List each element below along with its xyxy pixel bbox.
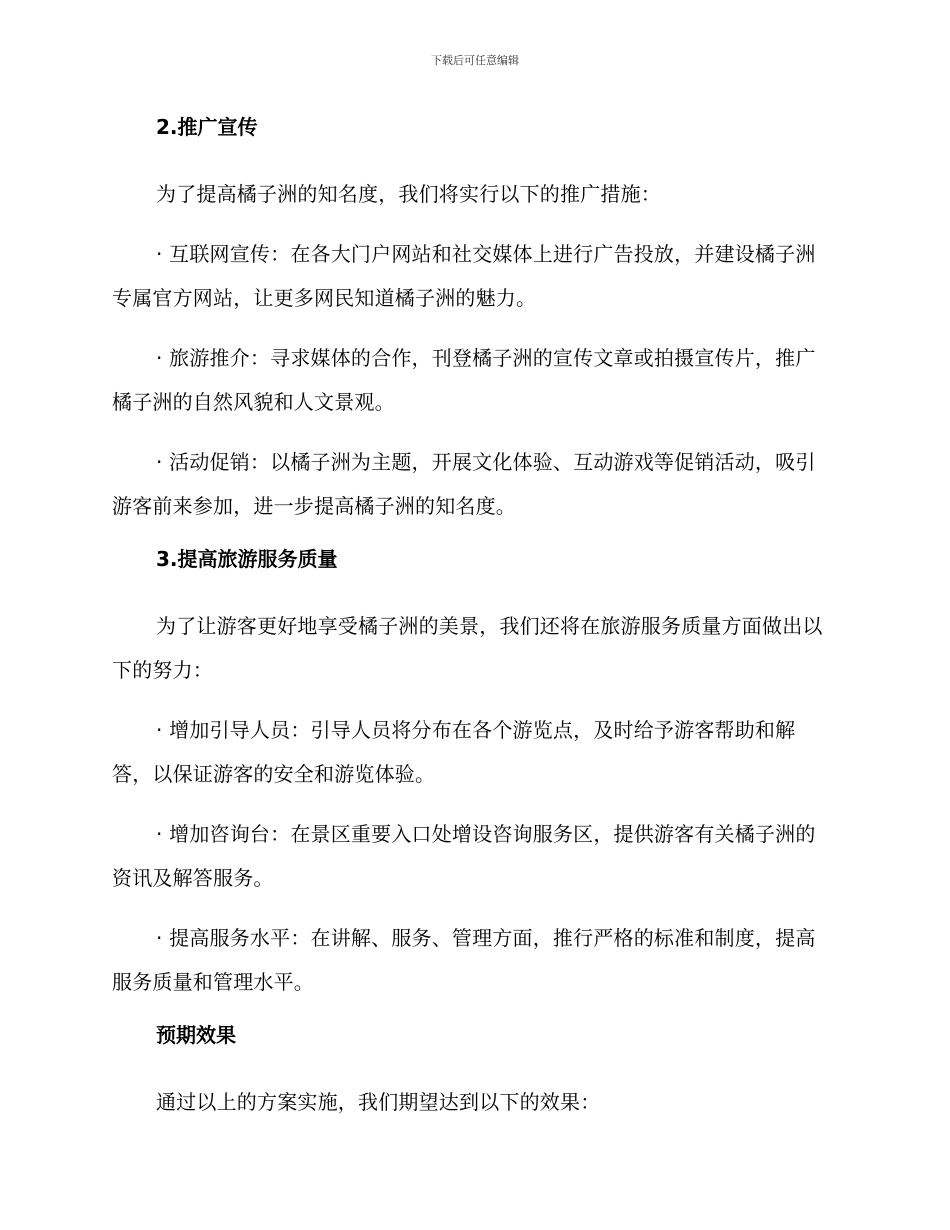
service-intro: 为了让游客更好地享受橘子洲的美景，我们还将在旅游服务质量方面做出以下的努力： [112, 614, 823, 682]
section-heading-expected-effect: 预期效果 [156, 1023, 236, 1047]
promotion-item-tourism: · 旅游推介：寻求媒体的合作，刊登橘子洲的宣传文章或拍摄宣传片，推广橘子洲的自然风貌和人文景观。 [112, 346, 816, 414]
service-item-guides: · 增加引导人员：引导人员将分布在各个游览点，及时给予游客帮助和解答，以保证游客的安全和游览体验。 [112, 718, 796, 786]
promotion-item-internet: · 互联网宣传：在各大门户网站和社交媒体上进行广告投放，并建设橘子洲专属官方网站，让更多网民知道橘子洲的魅力。 [112, 242, 816, 310]
promotion-item-events: · 活动促销：以橘子洲为主题，开展文化体验、互动游戏等促销活动，吸引游客前来参加，进一步提高橘子洲的知名度。 [112, 450, 816, 518]
section-heading-service: 3.提高旅游服务质量 [156, 547, 338, 571]
document-body [112, 112, 832, 1140]
page-header-note: 下载后可任意编辑 [431, 54, 519, 67]
promotion-intro: 为了提高橘子洲的知名度，我们将实行以下的推广措施： [156, 182, 661, 206]
service-item-info-desk: · 增加咨询台：在景区重要入口处增设咨询服务区，提供游客有关橘子洲的资讯及解答服务。 [112, 822, 816, 890]
effect-intro: 通过以上的方案实施，我们期望达到以下的效果： [156, 1090, 601, 1114]
section-heading-promotion: 2.推广宣传 [156, 115, 258, 139]
service-item-standards: · 提高服务水平：在讲解、服务、管理方面，推行严格的标准和制度，提高服务质量和管理水平。 [112, 926, 816, 994]
